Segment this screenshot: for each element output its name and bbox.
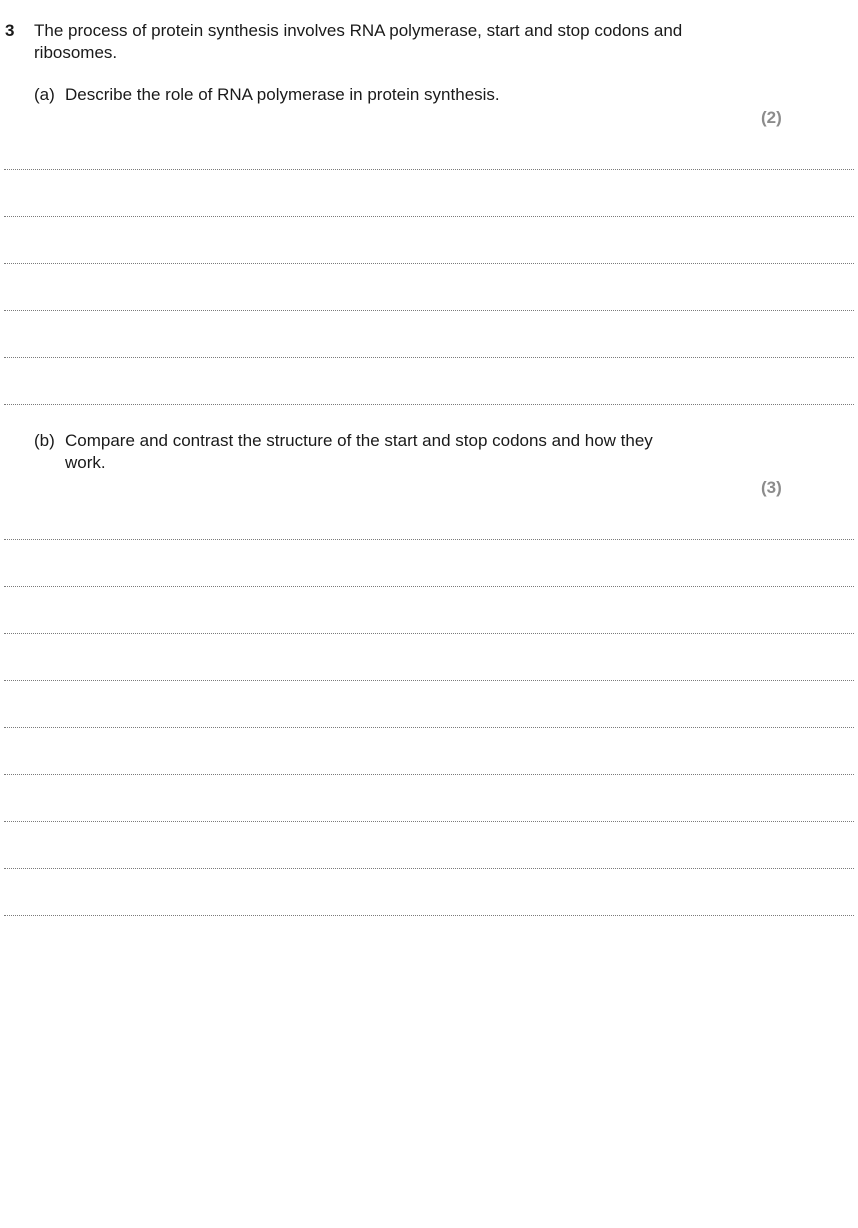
answer-line[interactable] <box>4 633 854 634</box>
answer-line[interactable] <box>4 915 854 916</box>
answer-line[interactable] <box>4 310 854 311</box>
part-a <box>34 84 714 106</box>
question-stem: The process of protein synthesis involves RNA polymerase, start and stop codons and ribosomes. <box>34 21 683 62</box>
answer-line[interactable] <box>4 586 854 587</box>
part-b-label: (b) <box>34 431 55 450</box>
answer-line[interactable] <box>4 868 854 869</box>
answer-line[interactable] <box>4 357 854 358</box>
part-a-marks: (2) <box>761 108 782 127</box>
part-b-marks: (3) <box>761 478 782 497</box>
answer-line[interactable] <box>4 727 854 728</box>
answer-line[interactable] <box>4 263 854 264</box>
answer-line[interactable] <box>4 169 854 170</box>
part-a-text: Describe the role of RNA polymerase in protein synthesis. <box>65 85 500 104</box>
part-a-label: (a) <box>34 85 55 104</box>
part-b <box>34 430 714 474</box>
answer-line[interactable] <box>4 774 854 775</box>
answer-line[interactable] <box>4 821 854 822</box>
answer-line[interactable] <box>4 404 854 405</box>
answer-line[interactable] <box>4 216 854 217</box>
part-b-text: Compare and contrast the structure of the start and stop codons and how they work. <box>65 431 653 472</box>
question-number: 3 <box>5 21 15 40</box>
answer-line[interactable] <box>4 680 854 681</box>
answer-line[interactable] <box>4 539 854 540</box>
